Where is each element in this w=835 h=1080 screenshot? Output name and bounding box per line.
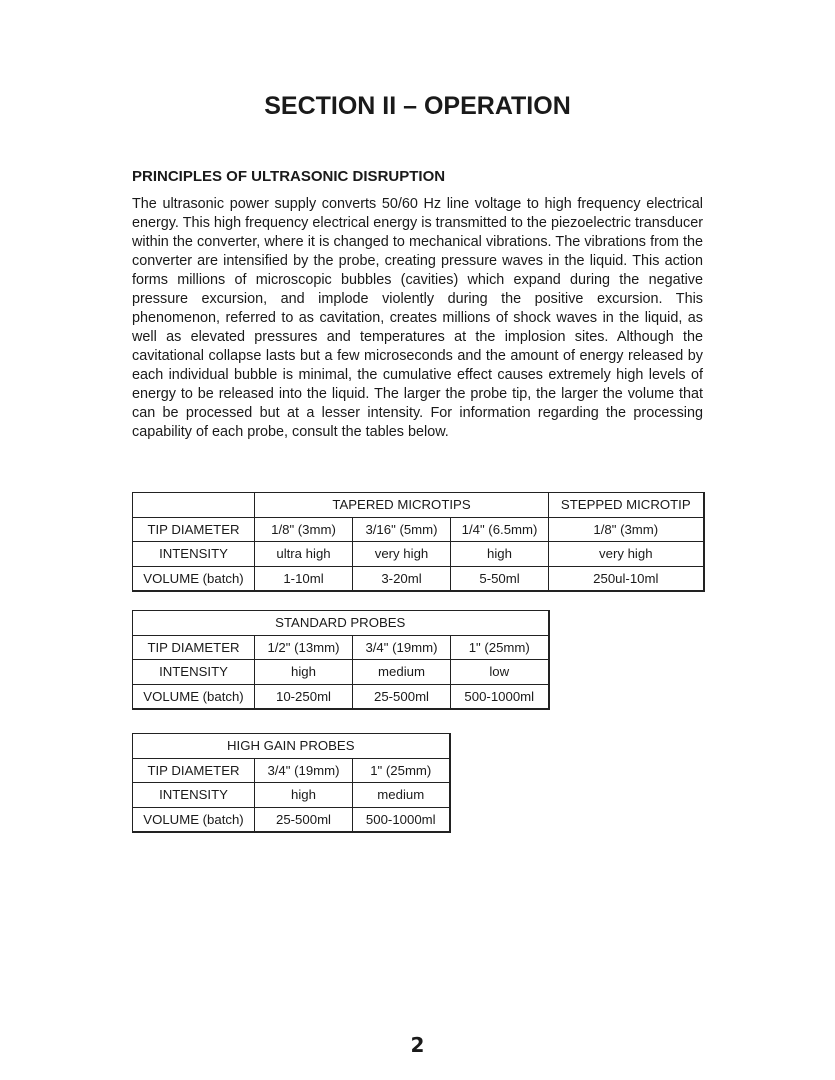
table-cell: 1/8" (3mm) bbox=[255, 517, 353, 542]
row-label: VOLUME (batch) bbox=[133, 566, 255, 591]
high-gain-probes-header: HIGH GAIN PROBES bbox=[133, 734, 450, 759]
table-header-row bbox=[133, 611, 549, 636]
row-label: VOLUME (batch) bbox=[133, 684, 255, 709]
row-label: INTENSITY bbox=[133, 783, 255, 808]
tapered-microtips-header: TAPERED MICROTIPS bbox=[255, 493, 549, 518]
table-row bbox=[133, 807, 450, 832]
table-cell: high bbox=[255, 660, 353, 685]
table-header-row bbox=[133, 734, 450, 759]
table-row bbox=[133, 684, 549, 709]
section-title: SECTION II – OPERATION bbox=[264, 92, 571, 120]
page-number: 2 bbox=[410, 1033, 425, 1057]
table-cell: 1" (25mm) bbox=[353, 758, 450, 783]
table-header-row bbox=[133, 493, 704, 518]
row-label: TIP DIAMETER bbox=[133, 758, 255, 783]
table-cell: 1-10ml bbox=[255, 566, 353, 591]
standard-probes-table bbox=[132, 610, 550, 710]
table-cell: 500-1000ml bbox=[451, 684, 549, 709]
body-paragraph: The ultrasonic power supply converts 50/60 Hz line voltage to high frequency electrical energy. This high frequency electrical energy is transmitted to the piezoelectric transducer within the converter, where it is changed to mechanical vibrations. The vibrations from the converter are intensified by the probe, creating pressure waves in the liquid. This action forms millions of microscopic bubbles (cavities) which expand during the negative pressure excursion, and implode violently during the positive excursion. This phenomenon, referred to as cavitation, creates millions of shock waves in the liquid, as well as elevated pressures and temperatures at the implosion sites. Although the cavitational collapse lasts but a few microseconds and the amount of energy released by each individual bubble is minimal, the cumulative effect causes extremely high levels of energy to be released into the liquid. The larger the probe tip, the larger the volume that can be processed but at a lesser intensity. For information regarding the processing capability of each probe, consult the tables below. bbox=[132, 196, 703, 440]
table-cell: 3-20ml bbox=[353, 566, 451, 591]
table-cell: 3/4" (19mm) bbox=[255, 758, 353, 783]
table-cell: 25-500ml bbox=[353, 684, 451, 709]
table-cell: 25-500ml bbox=[255, 807, 353, 832]
row-label: TIP DIAMETER bbox=[133, 517, 255, 542]
table-cell: 3/16" (5mm) bbox=[353, 517, 451, 542]
table-cell: 10-250ml bbox=[255, 684, 353, 709]
table-cell: 1/4" (6.5mm) bbox=[451, 517, 549, 542]
table-cell: 1/2" (13mm) bbox=[255, 635, 353, 660]
table-row bbox=[133, 542, 704, 567]
table-header-spacer bbox=[133, 493, 255, 518]
table-cell: very high bbox=[353, 542, 451, 567]
high-gain-probes-table bbox=[132, 733, 451, 833]
stepped-microtip-header: STEPPED MICROTIP bbox=[549, 493, 704, 518]
table-row bbox=[133, 566, 704, 591]
microtip-table bbox=[132, 492, 705, 592]
table-cell: high bbox=[255, 783, 353, 808]
row-label: TIP DIAMETER bbox=[133, 635, 255, 660]
table-cell: very high bbox=[549, 542, 704, 567]
table-row bbox=[133, 758, 450, 783]
table-row bbox=[133, 660, 549, 685]
table-cell: medium bbox=[353, 660, 451, 685]
table-cell: 250ul-10ml bbox=[549, 566, 704, 591]
row-label: INTENSITY bbox=[133, 660, 255, 685]
table-row bbox=[133, 517, 704, 542]
table-cell: medium bbox=[353, 783, 450, 808]
row-label: INTENSITY bbox=[133, 542, 255, 567]
subheading: PRINCIPLES OF ULTRASONIC DISRUPTION bbox=[132, 168, 446, 185]
table-cell: ultra high bbox=[255, 542, 353, 567]
standard-probes-header: STANDARD PROBES bbox=[133, 611, 549, 636]
table-row bbox=[133, 783, 450, 808]
table-cell: 3/4" (19mm) bbox=[353, 635, 451, 660]
table-cell: 500-1000ml bbox=[353, 807, 450, 832]
row-label: VOLUME (batch) bbox=[133, 807, 255, 832]
table-cell: low bbox=[451, 660, 549, 685]
table-cell: 1" (25mm) bbox=[451, 635, 549, 660]
table-cell: 1/8" (3mm) bbox=[549, 517, 704, 542]
table-cell: high bbox=[451, 542, 549, 567]
table-cell: 5-50ml bbox=[451, 566, 549, 591]
table-row bbox=[133, 635, 549, 660]
